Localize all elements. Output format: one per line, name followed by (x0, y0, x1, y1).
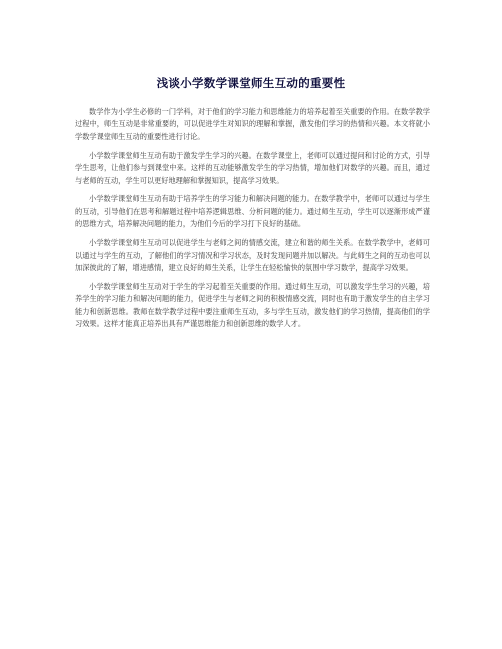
paragraph-2: 小学数学课堂师生互动有助于激发学生学习的兴趣。在数学课堂上，老师可以通过提问和讨论的方式，引导学生思考，让他们参与到课堂中来。这样的互动能够激发学生的学习热情，增加他们对数学的兴趣。而且，通过与老师的互动，学生可以更好地理解和掌握知识，提高学习效果。 (75, 150, 430, 185)
paragraph-1: 数学作为小学生必修的一门学科，对于他们的学习能力和思维能力的培养起着至关重要的作用。在数学教学过程中，师生互动是非常重要的，可以促进学生对知识的理解和掌握，激发他们学习的热情和兴趣。本文将就小学数学课堂师生互动的重要性进行讨论。 (75, 107, 430, 141)
document-title: 浅谈小学数学课堂师生互动的重要性 (156, 76, 346, 90)
paragraph-5: 小学数学课堂师生互动对于学生的学习起着至关重要的作用。通过师生互动，可以激发学生学习的兴趣，培养学生的学习能力和解决问题的能力，促进学生与老师之间的积极情感交流，同时也有助于激发学生的自主学习能力和创新思维。教师在数学教学过程中要注重师生互动，多与学生互动，激发他们的学习热情，提高他们的学习效果。这样才能真正培养出具有严谨思维能力和创新思维的数学人才。 (75, 281, 430, 329)
paragraph-3: 小学数学课堂师生互动有助于培养学生的学习能力和解决问题的能力。在数学教学中，老师可以通过与学生的互动，引导他们在思考和解题过程中培养逻辑思维、分析问题的能力。通过师生互动，学生可以逐渐形成严谨的思维方式，培养解决问题的能力，为他们今后的学习打下良好的基础。 (75, 194, 430, 229)
document-body (75, 106, 430, 337)
paragraph-4: 小学数学课堂师生互动可以促进学生与老师之间的情感交流，建立和谐的师生关系。在数学教学中，老师可以通过与学生的互动，了解他们的学习情况和学习状态，及时发现问题并加以解决。与此师生之间的互动也可以加深彼此的了解，增进感情，建立良好的师生关系，让学生在轻松愉快的氛围中学习数学，提高学习效果。 (75, 238, 430, 272)
